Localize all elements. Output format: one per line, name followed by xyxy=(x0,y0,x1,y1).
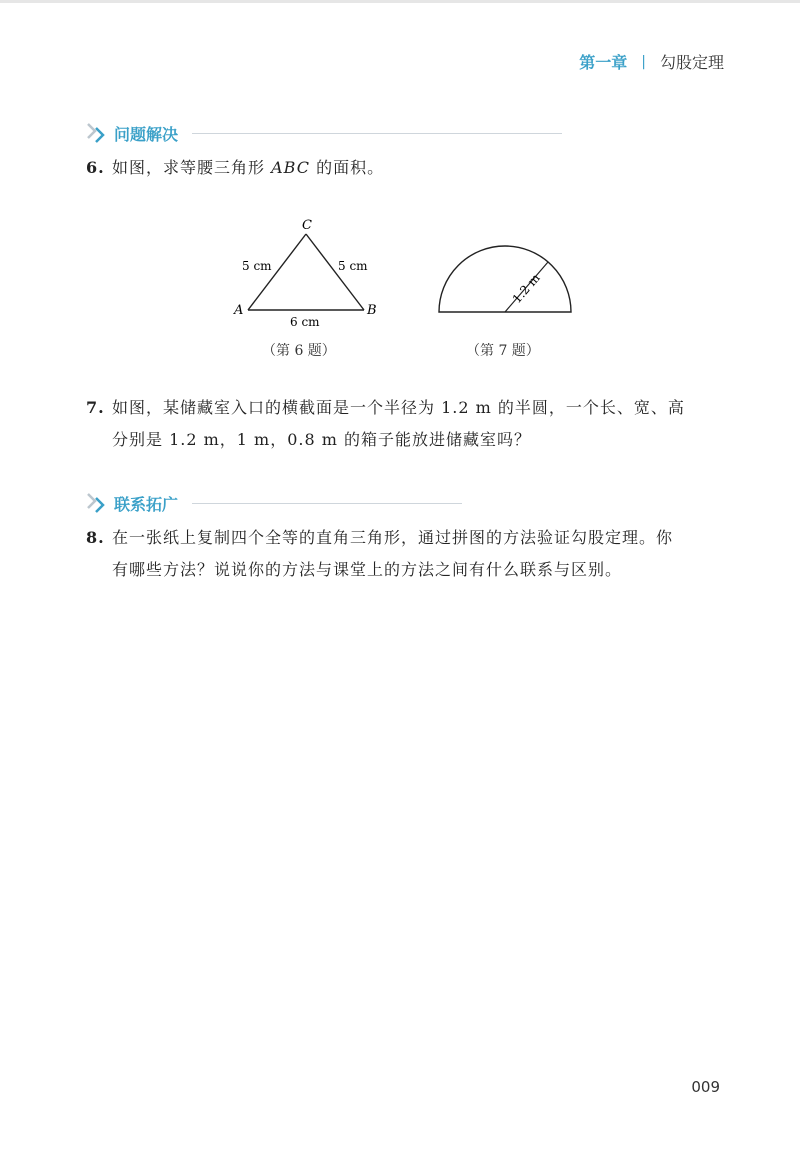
radius-label: 1.2 m xyxy=(509,270,543,306)
chevron-right-icon xyxy=(86,120,112,146)
chapter-label: 第一章 xyxy=(579,53,628,72)
figure-isosceles-triangle xyxy=(220,210,390,335)
problem-text-line1: 在一张纸上复制四个全等的直角三角形，通过拼图的方法验证勾股定理。你 xyxy=(112,528,674,547)
side-label-right: 5 cm xyxy=(338,259,368,273)
problem-7 xyxy=(86,392,726,456)
problem-number: 8. xyxy=(86,528,105,547)
chevron-right-icon xyxy=(86,490,112,516)
section-rule xyxy=(192,133,562,134)
problem-text-line2: 分别是 1.2 m，1 m，0.8 m 的箱子能放进储藏室吗？ xyxy=(112,430,532,449)
running-header xyxy=(579,50,724,73)
vertex-label-c: C xyxy=(302,218,312,233)
problem-number: 6. xyxy=(86,158,105,177)
figure-semicircle xyxy=(430,238,580,318)
section-title: 联系拓广 xyxy=(114,494,179,514)
page-top-edge xyxy=(0,0,800,3)
section-title: 问题解决 xyxy=(114,124,179,144)
problem-text: 的面积。 xyxy=(316,158,385,177)
vertex-label-a: A xyxy=(234,303,244,318)
triangle-name: ABC xyxy=(271,158,310,177)
side-label-left: 5 cm xyxy=(242,259,272,273)
semicircle-outline xyxy=(439,246,571,312)
problem-text-line1: 如图，某储藏室入口的横截面是一个半径为 1.2 m 的半圆，一个长、宽、高 xyxy=(112,398,685,417)
section-heading-problem-solving xyxy=(86,120,562,146)
section-heading-extension xyxy=(86,490,462,516)
figure-caption-7: （第 7 题） xyxy=(466,343,540,359)
header-separator: | xyxy=(641,53,646,70)
vertex-label-b: B xyxy=(367,303,377,318)
problem-number: 7. xyxy=(86,398,105,417)
problem-text: 如图，求等腰三角形 xyxy=(112,158,266,177)
problem-6 xyxy=(86,152,384,184)
section-rule xyxy=(192,503,462,504)
figure-caption-6: （第 6 题） xyxy=(262,343,336,359)
problem-text-line2: 有哪些方法？说说你的方法与课堂上的方法之间有什么联系与区别。 xyxy=(112,560,623,579)
side-label-base: 6 cm xyxy=(290,315,320,329)
chapter-name: 勾股定理 xyxy=(659,53,724,72)
page-number: 009 xyxy=(691,1078,720,1096)
problem-8 xyxy=(86,522,726,586)
